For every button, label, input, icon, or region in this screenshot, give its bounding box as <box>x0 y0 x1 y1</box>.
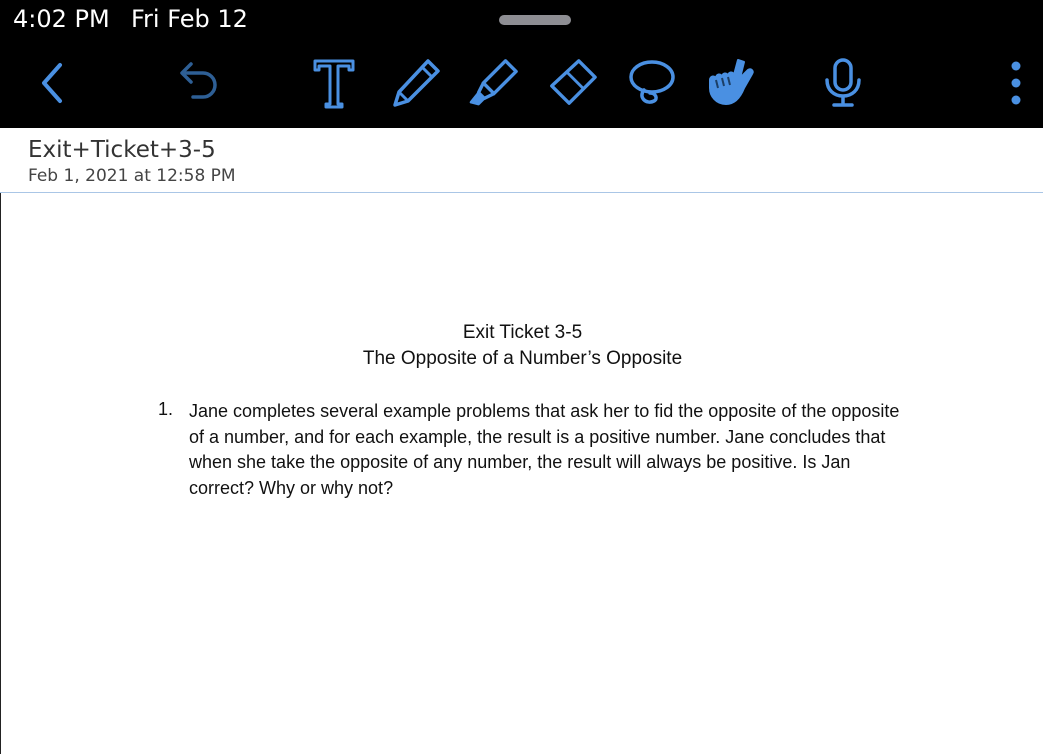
hand-tool-button[interactable] <box>704 56 756 110</box>
document-title[interactable]: Exit+Ticket+3-5 <box>28 137 216 163</box>
microphone-button[interactable] <box>817 56 869 110</box>
multitasking-handle[interactable] <box>499 15 571 25</box>
page-heading: Exit Ticket 3-5 <box>462 322 583 343</box>
highlighter-tool-button[interactable] <box>467 56 519 110</box>
question-text: Jane completes several example problems that ask her to fid the opposite of the opposite of a number, and for each example, the result is a positive number. Jane concludes that when she take the opposite of any number, the result will always be positive. Is Jan correct? Why or why not? <box>189 401 900 498</box>
microphone-icon <box>817 56 869 110</box>
page-subheading: The Opposite of a Number’s Opposite <box>362 348 683 369</box>
pen-tool-button[interactable] <box>390 56 442 110</box>
eraser-icon <box>546 57 598 109</box>
top-toolbar <box>0 0 1043 128</box>
pdf-page[interactable] <box>0 193 1043 754</box>
pen-icon <box>390 57 442 109</box>
lasso-tool-button[interactable] <box>626 56 678 110</box>
eraser-tool-button[interactable] <box>546 56 598 110</box>
more-options-button[interactable] <box>990 56 1042 110</box>
status-date: Fri Feb 12 <box>131 5 248 33</box>
document-header <box>0 128 1043 193</box>
back-button[interactable] <box>27 56 79 110</box>
undo-button[interactable] <box>172 56 224 110</box>
question-number: 1. <box>158 399 174 419</box>
undo-icon <box>175 59 221 107</box>
more-vertical-icon <box>990 56 1042 110</box>
chevron-left-icon <box>38 61 68 105</box>
document-date: Feb 1, 2021 at 12:58 PM <box>28 166 236 186</box>
status-time: 4:02 PM <box>13 5 110 33</box>
lasso-icon <box>626 57 678 109</box>
text-tool-button[interactable] <box>308 56 360 110</box>
hand-pointer-icon <box>704 56 756 110</box>
text-tool-icon <box>311 57 357 109</box>
highlighter-icon <box>467 57 519 109</box>
